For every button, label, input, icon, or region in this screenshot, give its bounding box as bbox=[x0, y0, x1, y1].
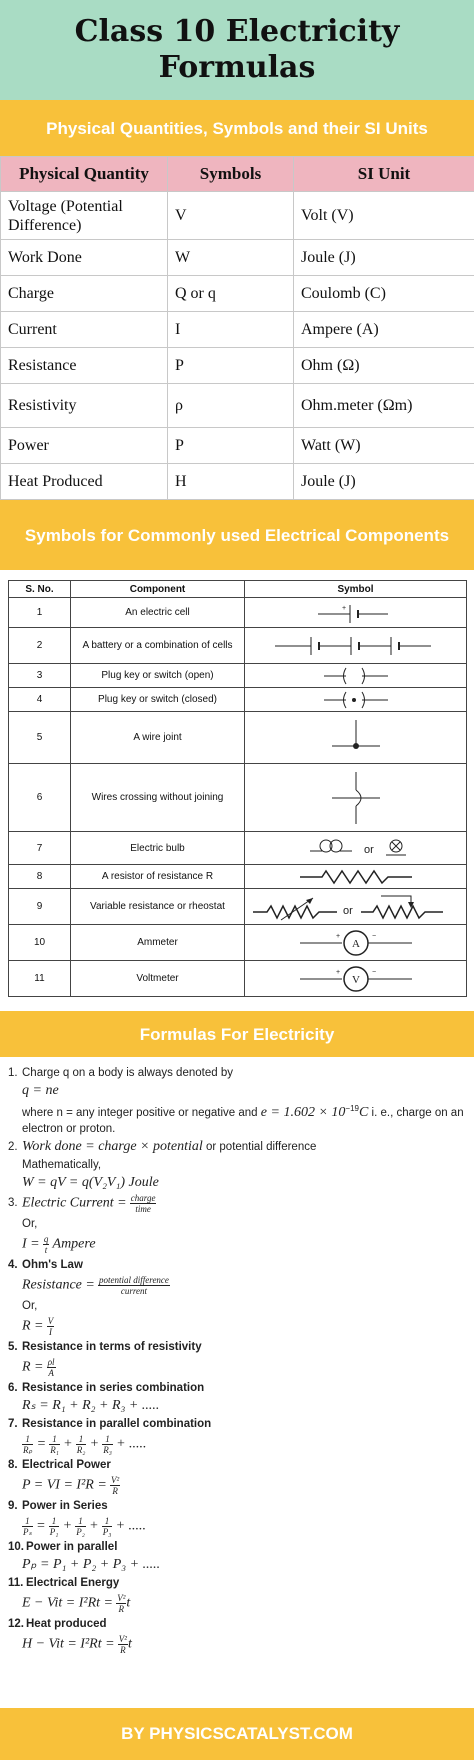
formula-7: 7. Resistance in parallel combination bbox=[8, 1417, 212, 1430]
table-row bbox=[1, 384, 474, 428]
sno-cell: 3 bbox=[9, 664, 71, 688]
footer-credit: BY PHYSICSCATALYST.COM bbox=[0, 1708, 474, 1760]
formula-6: 6. Resistance in series combination bbox=[8, 1381, 205, 1394]
table-row bbox=[1, 464, 474, 500]
symbol-cell bbox=[245, 961, 467, 997]
wire-crossing-icon bbox=[326, 768, 386, 828]
symbol-cell: W bbox=[168, 240, 294, 276]
formula-4: 4. Ohm's Law bbox=[8, 1258, 83, 1271]
quantity-cell: Resistivity bbox=[1, 384, 168, 428]
symbol-cell bbox=[245, 628, 467, 664]
voltmeter-letter: V bbox=[351, 973, 360, 986]
table-row bbox=[9, 764, 467, 832]
component-cell: A resistor of resistance R bbox=[71, 865, 245, 889]
quantity-cell: Current bbox=[1, 312, 168, 348]
unit-cell: Joule (J) bbox=[294, 464, 474, 500]
unit-cell: Ampere (A) bbox=[294, 312, 474, 348]
symbol-cell: P bbox=[168, 348, 294, 384]
table-row bbox=[1, 240, 474, 276]
open-switch-icon bbox=[316, 666, 396, 686]
symbol-cell: H bbox=[168, 464, 294, 500]
cell-icon bbox=[306, 602, 406, 624]
table-row bbox=[1, 428, 474, 464]
quantities-band: Physical Quantities, Symbols and their SI Units bbox=[0, 100, 474, 156]
battery-icon bbox=[271, 633, 441, 659]
formula-5: 5. Resistance in terms of resistivity bbox=[8, 1340, 202, 1353]
table-row bbox=[9, 598, 467, 628]
component-cell: Wires crossing without joining bbox=[71, 764, 245, 832]
voltmeter-icon bbox=[296, 964, 416, 994]
unit-cell: Ohm.meter (Ωm) bbox=[294, 384, 474, 428]
formula-10: 10. Power in parallel bbox=[8, 1540, 118, 1553]
formula-12: 12. Heat produced bbox=[8, 1617, 107, 1630]
table-row bbox=[9, 628, 467, 664]
or-label: or bbox=[363, 844, 374, 856]
table-row bbox=[1, 276, 474, 312]
wire-joint-icon bbox=[326, 716, 386, 760]
component-cell: Voltmeter bbox=[71, 961, 245, 997]
quantity-cell: Heat Produced bbox=[1, 464, 168, 500]
symbol-cell: V bbox=[168, 192, 294, 240]
closed-switch-icon bbox=[316, 690, 396, 710]
components-table bbox=[8, 580, 467, 997]
component-cell: Electric bulb bbox=[71, 832, 245, 865]
sno-cell: 6 bbox=[9, 764, 71, 832]
table-row bbox=[9, 961, 467, 997]
formula-3: 3. Electric Current = $\frac{\text{charge}}{\text{time}}$ bbox=[8, 1192, 156, 1214]
sno-cell: 9 bbox=[9, 889, 71, 925]
quantity-cell: Charge bbox=[1, 276, 168, 312]
symbol-cell bbox=[245, 598, 467, 628]
formulas-list: 1. Charge q on a body is always denoted by q = ne where n = any integer positive or negative and $e = 1.602 \times 10^{-19}C$ i. e., charge on an electron or proton. 2. Work done = charge × potential or potential difference Mathematically, W = qV = q(V₂V₁) Joule 3. Electric Current = $\frac{\text{charge}}{\text{time}}$ Or, I = $\frac{q}{t}$ Ampere 4. Ohm's Law Resistance = $\frac{\text{potential difference}}{\text{current}}$ Or, R = $\frac{V}{I}$ 5. Resistance in terms of resistivity R = $\frac{\rho l}{A}$ 6. Resistance in series combination Rₛ = R₁ + R₂ + R₃ + ..... 7. Resistance in parallel combination $\frac{1}{\text{Rₚ}}$ = $\frac{1}{\text{R₁}}$ + $\frac{1}{\text{R₂}}$ + $\frac{1}{\text{R₃}}$ + ..... 8. Electrical Power P = VI = I²R = $\frac{\text{V²}}{R}$ 9. Power in Series $\frac{1}{\text{Pₛ}}$ = $\frac{1}{\text{P₁}}$ + $\frac{1}{\text{P₂}}$ + $\frac{1}{\text{P₃}}$ + ..... 10. Power in parallel Pₚ = P₁ + P₂ + P₃ + ..... 11. Electrical Energy E − Vit = I²Rt = $\frac{\text{V²}}{R}$ t 12. Heat produced H − Vit = I²Rt = $\frac{\text{V²}}{R}$ t bbox=[0, 1057, 474, 1655]
formulas-band: Formulas For Electricity bbox=[0, 1011, 474, 1057]
header-symbols: Symbols bbox=[168, 157, 294, 192]
formula-2: 2. Work done = charge × potential or potential difference bbox=[8, 1138, 317, 1154]
or-label: or bbox=[342, 904, 353, 917]
symbol-cell bbox=[245, 865, 467, 889]
component-cell: An electric cell bbox=[71, 598, 245, 628]
header-symbol: Symbol bbox=[245, 581, 467, 598]
component-cell: Plug key or switch (closed) bbox=[71, 688, 245, 712]
svg-text:+: + bbox=[341, 604, 346, 612]
component-cell: Plug key or switch (open) bbox=[71, 664, 245, 688]
sno-cell: 2 bbox=[9, 628, 71, 664]
header-physical-quantity: Physical Quantity bbox=[1, 157, 168, 192]
quantity-cell: Voltage (Potential Difference) bbox=[1, 192, 168, 240]
table-row bbox=[1, 312, 474, 348]
header-si-unit: SI Unit bbox=[294, 157, 474, 192]
table-row bbox=[1, 348, 474, 384]
quantity-cell: Resistance bbox=[1, 348, 168, 384]
table-row bbox=[9, 664, 467, 688]
symbol-cell bbox=[245, 664, 467, 688]
formula-11: 11. Electrical Energy bbox=[8, 1576, 120, 1589]
quantities-table bbox=[0, 156, 474, 500]
symbol-cell bbox=[245, 764, 467, 832]
quantity-cell: Work Done bbox=[1, 240, 168, 276]
table-row bbox=[9, 712, 467, 764]
table-row bbox=[9, 889, 467, 925]
component-cell: A wire joint bbox=[71, 712, 245, 764]
formula-1: 1. Charge q on a body is always denoted by bbox=[8, 1067, 233, 1079]
component-cell: Ammeter bbox=[71, 925, 245, 961]
symbol-cell: P bbox=[168, 428, 294, 464]
symbol-cell bbox=[245, 688, 467, 712]
quantity-cell: Power bbox=[1, 428, 168, 464]
sno-cell: 11 bbox=[9, 961, 71, 997]
table-row bbox=[1, 192, 474, 240]
svg-text:+: + bbox=[335, 968, 340, 976]
component-cell: A battery or a combination of cells bbox=[71, 628, 245, 664]
unit-cell: Watt (W) bbox=[294, 428, 474, 464]
symbol-cell bbox=[245, 889, 467, 925]
symbol-cell: ρ bbox=[168, 384, 294, 428]
symbol-cell bbox=[245, 832, 467, 865]
symbol-cell: Q or q bbox=[168, 276, 294, 312]
table-header-row bbox=[1, 157, 474, 192]
unit-cell: Ohm (Ω) bbox=[294, 348, 474, 384]
bulb-icon bbox=[296, 835, 416, 861]
sno-cell: 1 bbox=[9, 598, 71, 628]
header-sno: S. No. bbox=[9, 581, 71, 598]
component-cell: Variable resistance or rheostat bbox=[71, 889, 245, 925]
components-band: Symbols for Commonly used Electrical Components bbox=[0, 500, 474, 570]
unit-cell: Coulomb (C) bbox=[294, 276, 474, 312]
sno-cell: 7 bbox=[9, 832, 71, 865]
page-title: Class 10 Electricity Formulas bbox=[0, 0, 474, 100]
table-header-row bbox=[9, 581, 467, 598]
table-row bbox=[9, 832, 467, 865]
svg-text:+: + bbox=[335, 932, 340, 940]
sno-cell: 8 bbox=[9, 865, 71, 889]
formula-9: 9. Power in Series bbox=[8, 1499, 108, 1512]
table-row bbox=[9, 865, 467, 889]
rheostat-icon bbox=[251, 892, 461, 922]
symbol-cell: I bbox=[168, 312, 294, 348]
table-row bbox=[9, 688, 467, 712]
svg-text:−: − bbox=[371, 968, 376, 976]
symbol-cell bbox=[245, 712, 467, 764]
sno-cell: 4 bbox=[9, 688, 71, 712]
sno-cell: 5 bbox=[9, 712, 71, 764]
resistor-icon bbox=[296, 868, 416, 886]
components-section bbox=[0, 570, 474, 1003]
header-component: Component bbox=[71, 581, 245, 598]
table-row bbox=[9, 925, 467, 961]
ammeter-icon bbox=[296, 928, 416, 958]
unit-cell: Joule (J) bbox=[294, 240, 474, 276]
sno-cell: 10 bbox=[9, 925, 71, 961]
symbol-cell bbox=[245, 925, 467, 961]
svg-text:−: − bbox=[371, 932, 376, 940]
unit-cell: Volt (V) bbox=[294, 192, 474, 240]
formula-8: 8. Electrical Power bbox=[8, 1458, 111, 1471]
ammeter-letter: A bbox=[351, 937, 360, 950]
